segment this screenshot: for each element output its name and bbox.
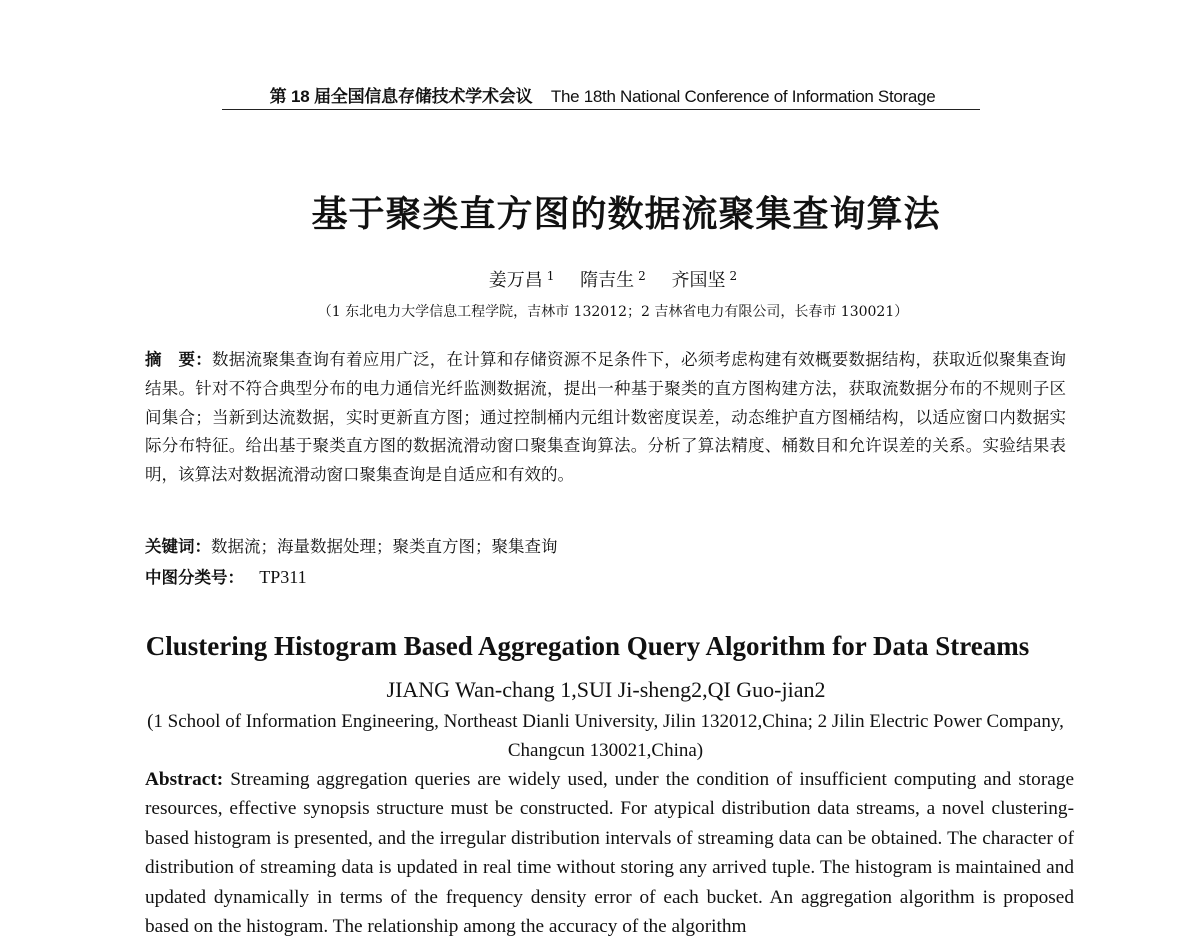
zh-author <box>489 270 555 291</box>
en-title: Clustering Histogram Based Aggregation Query Algorithm for Data Streams <box>145 631 1030 661</box>
zh-author-affil-mark: 1 <box>546 269 555 283</box>
running-header-zh: 第 18 届全国信息存储技术学术会议 <box>269 87 533 106</box>
zh-author-name: 隋吉生 <box>580 270 635 291</box>
zh-author <box>580 270 646 291</box>
zh-author-name: 齐国坚 <box>671 270 726 291</box>
en-authors: JIANG Wan-chang 1,SUI Ji-sheng2,QI Guo-jian2 <box>386 677 826 702</box>
zh-author-affil-mark: 2 <box>638 269 646 283</box>
zh-keywords-text: 数据流；海量数据处理；聚类直方图；聚集查询 <box>211 537 558 556</box>
zh-authors <box>0 266 1200 292</box>
en-abstract-label: Abstract: <box>145 769 224 790</box>
zh-abstract <box>145 346 1066 490</box>
running-header <box>225 82 980 107</box>
zh-author <box>672 270 738 291</box>
zh-keywords <box>145 533 558 557</box>
en-affiliation: (1 School of Information Engineering, Northeast Dianli University, Jilin 132012,China; 2 Jilin Electric Power Company, Changcun 130021,China) <box>147 711 1064 761</box>
zh-classification-label: 中图分类号： <box>145 568 244 587</box>
zh-abstract-text: 数据流聚集查询有着应用广泛，在计算和存储资源不足条件下，必须考虑构建有效概要数据结构，获取近似聚集查询结果。针对不符合典型分布的电力通信光纤监测数据流，提出一种基于聚类的直方图构建方法，获取流数据分布的不规则子区间集合；当新到达流数据，实时更新直方图；通过控制桶内元组计数密度误差，动态维护直方图桶结构，以适应窗口内数据实际分布特征。给出基于聚类直方图的数据流滑动窗口聚集查询算法。分析了算法精度、桶数目和允许误差的关系。实验结果表明，该算法对数据流滑动窗口聚集查询是自适应和有效的。 <box>145 350 1066 485</box>
running-header-en: The 18th National Conference of Information Storage <box>550 87 936 106</box>
zh-title: 基于聚类直方图的数据流聚集查询算法 <box>311 194 941 235</box>
header-rule <box>222 109 980 110</box>
zh-author-affil-mark: 2 <box>729 269 738 283</box>
en-abstract-text: Streaming aggregation queries are widely used, under the condition of insufficient computing and storage resources, effective synopsis structure must be constructed. For atypical distribution data streams, a novel clustering-based histogram is presented, and the irregular distribution intervals of streaming data can be obtained. The character of distribution of streaming data is updated in real time without storing any arrived tuple. The histogram is maintained and updated dynamically in terms of the frequency density error of each bucket. An aggregation algorithm is proposed based on the histogram. The relationship among the accuracy of the algorithm <box>145 769 1074 938</box>
zh-author-name: 姜万昌 <box>488 270 543 291</box>
zh-affiliation: （1 东北电力大学信息工程学院，吉林市 132012；2 吉林省电力有限公司，长春市 130021） <box>317 304 909 320</box>
zh-abstract-label: 摘 要： <box>145 350 212 369</box>
en-abstract <box>145 765 1074 941</box>
zh-classification <box>145 564 307 588</box>
zh-classification-code: TP311 <box>259 567 307 587</box>
zh-keywords-label: 关键词： <box>145 537 211 556</box>
